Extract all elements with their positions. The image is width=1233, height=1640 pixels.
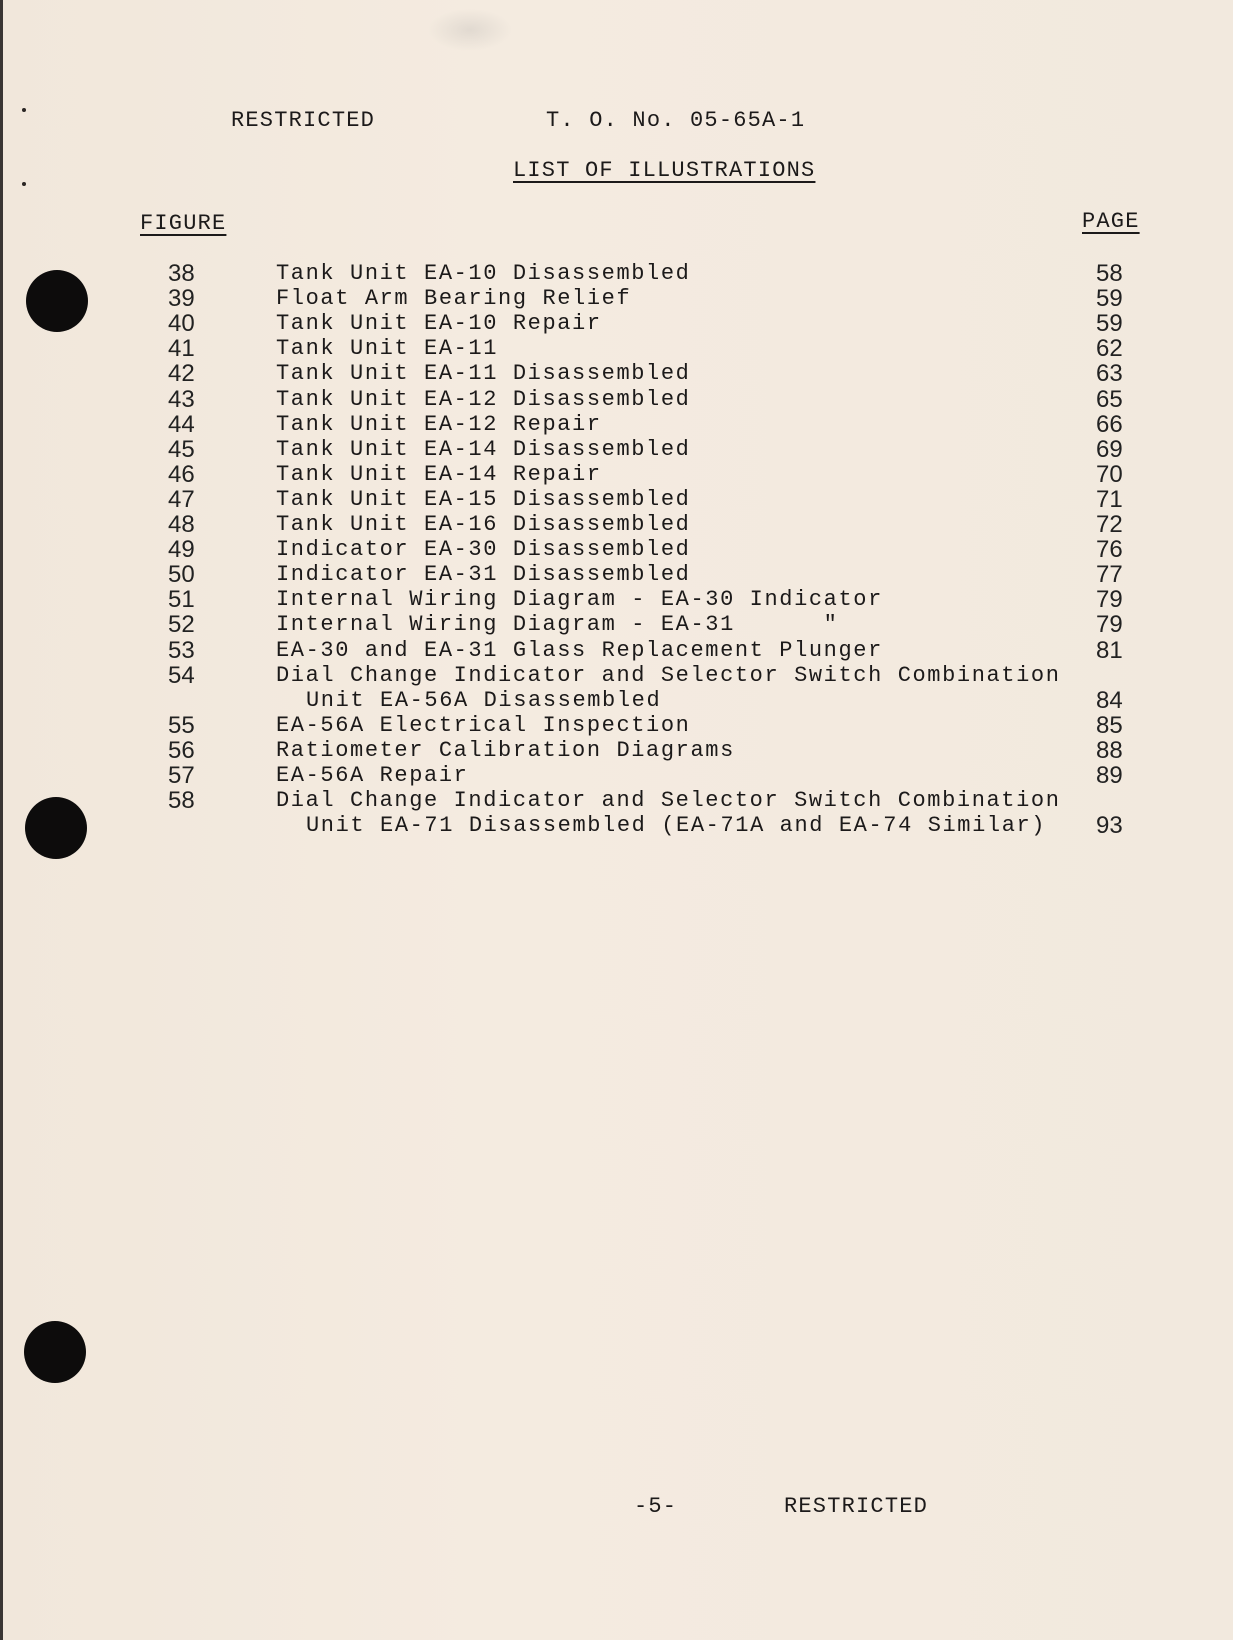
figure-title: Tank Unit EA-14 Disassembled xyxy=(276,436,691,462)
figure-number: 42 xyxy=(168,360,195,388)
figure-title: Tank Unit EA-10 Repair xyxy=(276,311,602,337)
figure-number: 39 xyxy=(168,285,195,313)
page-reference: 59 xyxy=(1096,310,1123,338)
figure-number: 45 xyxy=(168,435,195,463)
page-reference: 85 xyxy=(1096,711,1123,739)
punch-hole-icon xyxy=(25,797,87,859)
page-reference: 63 xyxy=(1096,360,1123,388)
figure-title: Internal Wiring Diagram - EA-31 " xyxy=(276,612,839,638)
figure-number: 51 xyxy=(168,586,195,614)
page-reference: 79 xyxy=(1096,611,1123,639)
page-reference: 84 xyxy=(1096,686,1123,714)
page-reference: 72 xyxy=(1096,511,1123,538)
figure-number: 38 xyxy=(168,260,195,287)
figure-title: Ratiometer Calibration Diagrams xyxy=(276,737,735,763)
page-reference: 58 xyxy=(1096,260,1123,287)
figure-title: EA-56A Repair xyxy=(276,763,469,788)
figure-number: 47 xyxy=(168,485,195,513)
page-reference: 66 xyxy=(1096,410,1123,438)
page-edge xyxy=(0,0,3,1640)
page-reference: 62 xyxy=(1096,335,1123,363)
figure-title-continuation: Unit EA-56A Disassembled xyxy=(306,687,662,713)
figure-number: 50 xyxy=(168,561,195,589)
page-reference: 88 xyxy=(1096,736,1123,764)
footer-page-number: -5- xyxy=(634,1494,678,1519)
figure-number: 52 xyxy=(168,611,195,639)
figure-title: Indicator EA-31 Disassembled xyxy=(276,562,691,588)
page-reference: 81 xyxy=(1096,636,1123,664)
page-reference: 70 xyxy=(1096,460,1123,488)
figure-number: 53 xyxy=(168,636,195,664)
column-header-page: PAGE xyxy=(1082,209,1140,234)
figure-title: EA-56A Electrical Inspection xyxy=(276,712,691,738)
figure-title: Indicator EA-30 Disassembled xyxy=(276,537,691,563)
page-reference: 76 xyxy=(1096,536,1123,564)
page-title: LIST OF ILLUSTRATIONS xyxy=(513,158,816,183)
figure-title: Tank Unit EA-16 Disassembled xyxy=(276,512,691,537)
figure-title: Dial Change Indicator and Selector Switch Combination xyxy=(276,662,1061,688)
figure-number: 48 xyxy=(168,511,195,538)
footer-classification: RESTRICTED xyxy=(784,1494,929,1519)
figure-title-continuation: Unit EA-71 Disassembled (EA-71A and EA-74 Similar) xyxy=(306,813,1047,839)
figure-title: Tank Unit EA-10 Disassembled xyxy=(276,261,691,286)
figure-number: 56 xyxy=(168,736,195,764)
page-reference: 69 xyxy=(1096,435,1123,463)
page-reference: 65 xyxy=(1096,385,1123,413)
figure-number: 41 xyxy=(168,335,195,363)
figure-number: 58 xyxy=(168,787,195,815)
figure-number: 54 xyxy=(168,661,195,689)
punch-hole-icon xyxy=(26,270,88,332)
figure-number: 55 xyxy=(168,711,195,739)
figure-number: 44 xyxy=(168,410,195,438)
figure-title: Dial Change Indicator and Selector Switch Combination xyxy=(276,788,1061,814)
figure-title: Tank Unit EA-15 Disassembled xyxy=(276,486,691,512)
document-number: T. O. No. 05-65A-1 xyxy=(546,108,806,133)
figure-title: Tank Unit EA-12 Disassembled xyxy=(276,386,691,412)
figure-title: Tank Unit EA-12 Repair xyxy=(276,411,602,437)
figure-number: 46 xyxy=(168,460,195,488)
figure-title: Tank Unit EA-11 xyxy=(276,336,499,362)
figure-title: Tank Unit EA-14 Repair xyxy=(276,461,602,487)
speck-mark xyxy=(22,182,26,186)
header-classification: RESTRICTED xyxy=(231,108,376,133)
figure-title: EA-30 and EA-31 Glass Replacement Plunger xyxy=(276,637,883,663)
figure-number: 57 xyxy=(168,762,195,789)
page-reference: 93 xyxy=(1096,812,1123,840)
figure-title: Tank Unit EA-11 Disassembled xyxy=(276,361,691,387)
speck-mark xyxy=(22,108,26,112)
page-reference: 59 xyxy=(1096,285,1123,313)
page-reference: 77 xyxy=(1096,561,1123,589)
figure-title: Internal Wiring Diagram - EA-30 Indicator xyxy=(276,587,883,613)
figure-title: Float Arm Bearing Relief xyxy=(276,286,632,312)
column-header-figure: FIGURE xyxy=(140,211,227,236)
page-reference: 89 xyxy=(1096,762,1123,789)
figure-number: 43 xyxy=(168,385,195,413)
page-reference: 71 xyxy=(1096,485,1123,513)
figure-number: 40 xyxy=(168,310,195,338)
figure-number: 49 xyxy=(168,536,195,564)
punch-hole-icon xyxy=(24,1321,86,1383)
page-reference: 79 xyxy=(1096,586,1123,614)
